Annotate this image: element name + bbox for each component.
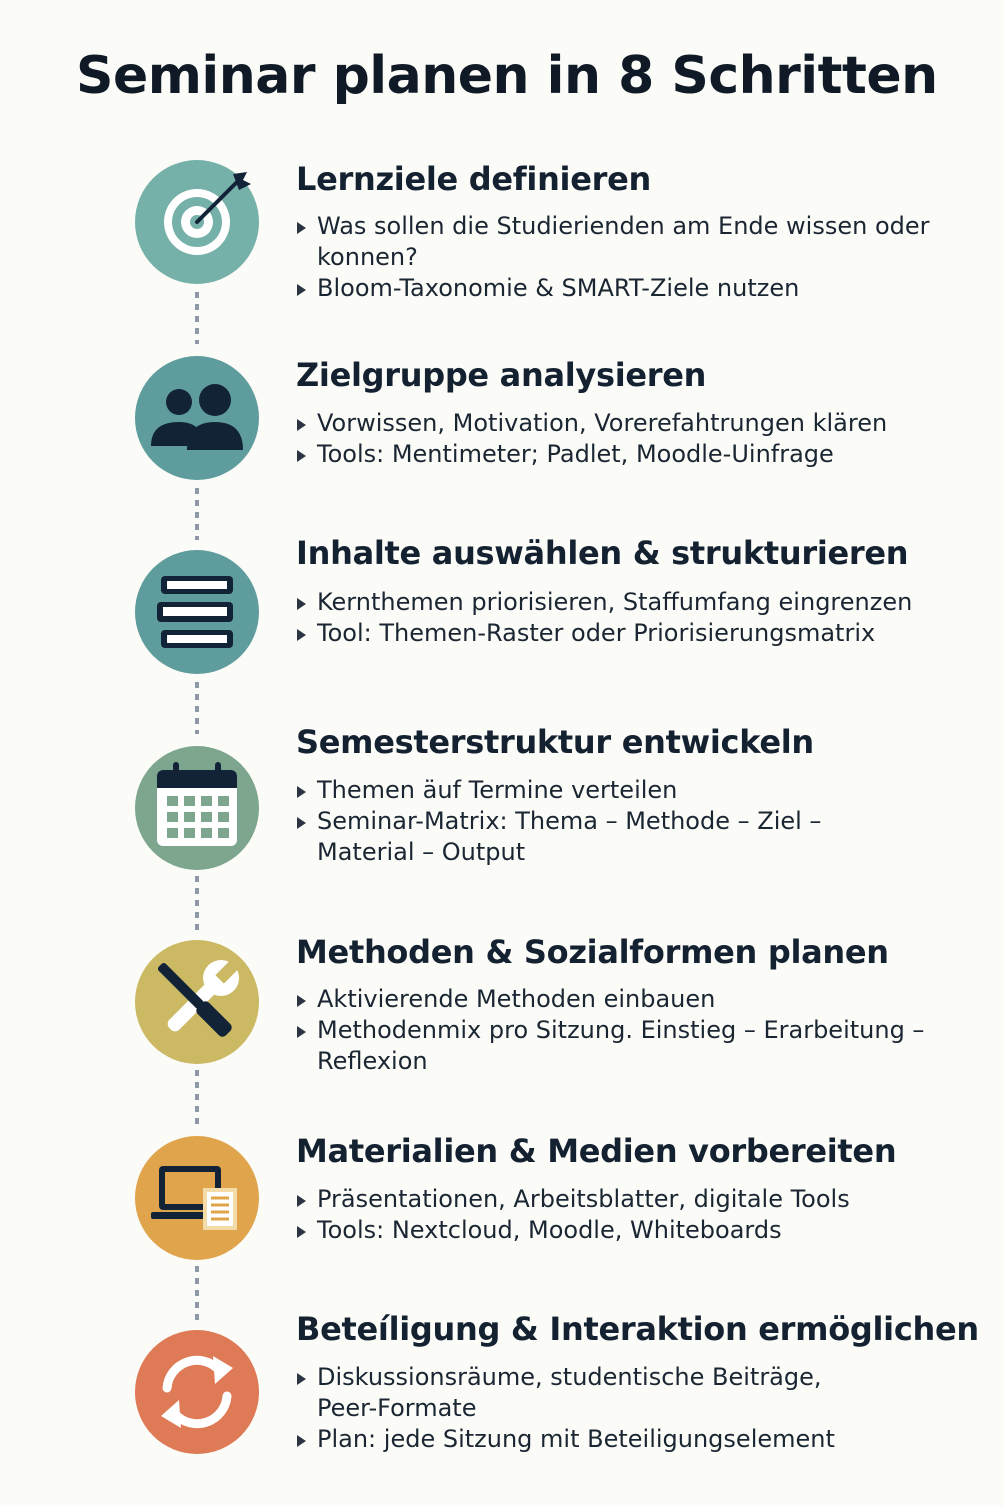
list-item: Diskussionsräume, studentische Beiträge, Peer-Formate [296, 1362, 856, 1424]
connector-line [195, 292, 199, 344]
bullet-triangle-icon [297, 284, 306, 296]
bullet-triangle-icon [297, 1026, 306, 1038]
bullet-triangle-icon [297, 1226, 306, 1238]
step-title: Lernziele definieren [296, 160, 651, 198]
list-item: Tools: Nextcloud, Moodle, Whiteboards [296, 1215, 966, 1246]
step-bullet-list [296, 775, 856, 868]
list-item: Tool: Themen-Raster oder Priorisierungsmatrix [296, 618, 966, 649]
bullet-triangle-icon [297, 1435, 306, 1447]
list-item: Plan: jede Sitzung mit Beteiligungselement [296, 1424, 856, 1455]
list-item: Seminar-Matrix: Thema – Methode – Ziel – Material – Output [296, 806, 856, 868]
connector-line [195, 1266, 199, 1322]
connector-line [195, 488, 199, 540]
list-item: Kernthemen priorisieren, Staffumfang eingrenzen [296, 587, 966, 618]
bullet-triangle-icon [297, 598, 306, 610]
step-title: Inhalte auswählen & strukturieren [296, 534, 909, 572]
step-bullet-list [296, 1362, 856, 1455]
bullet-triangle-icon [297, 1373, 306, 1385]
target-icon [135, 160, 259, 284]
page-title: Seminar planen in 8 Schritten [76, 46, 938, 106]
bullet-triangle-icon [297, 629, 306, 641]
connector-line [195, 1070, 199, 1124]
list-item: Aktivierende Methoden einbauen [296, 984, 966, 1015]
step-title: Beteíligung & Interaktion ermöglichen [296, 1310, 979, 1348]
list-item: Bloom-Taxonomie & SMART-Ziele nutzen [296, 273, 966, 304]
list-item: Vorwissen, Motivation, Vorerefahtrungen klären [296, 408, 966, 439]
bullet-triangle-icon [297, 817, 306, 829]
bullet-triangle-icon [297, 786, 306, 798]
list-item: Was sollen die Studierienden am Ende wissen oder konnen? [296, 211, 966, 273]
bullet-triangle-icon [297, 419, 306, 431]
bullet-triangle-icon [297, 995, 306, 1007]
list-item: Tools: Mentimeter; Padlet, Moodle-Uinfrage [296, 439, 966, 470]
step-bullet-list [296, 587, 966, 649]
step-bullet-list [296, 408, 966, 470]
cycle-arrows-icon [135, 1330, 259, 1454]
books-icon [135, 550, 259, 674]
laptop-document-icon [135, 1136, 259, 1260]
step-title: Materialien & Medien vorbereiten [296, 1132, 897, 1170]
step-title: Methoden & Sozialformen planen [296, 933, 889, 971]
tools-icon [135, 940, 259, 1064]
step-bullet-list [296, 984, 966, 1077]
connector-line [195, 682, 199, 734]
bullet-triangle-icon [297, 1195, 306, 1207]
step-title: Zielgruppe analysieren [296, 356, 707, 394]
bullet-triangle-icon [297, 450, 306, 462]
step-title: Semesterstruktur entwickeln [296, 723, 814, 761]
people-icon [135, 356, 259, 480]
calendar-icon [135, 746, 259, 870]
list-item: Themen äuf Termine verteilen [296, 775, 856, 806]
step-bullet-list [296, 1184, 966, 1246]
list-item: Methodenmix pro Sitzung. Einstieg – Erarbeitung – Reflexion [296, 1015, 966, 1077]
step-bullet-list [296, 211, 966, 304]
connector-line [195, 876, 199, 930]
list-item: Präsentationen, Arbeitsblatter, digitale Tools [296, 1184, 966, 1215]
bullet-triangle-icon [297, 222, 306, 234]
